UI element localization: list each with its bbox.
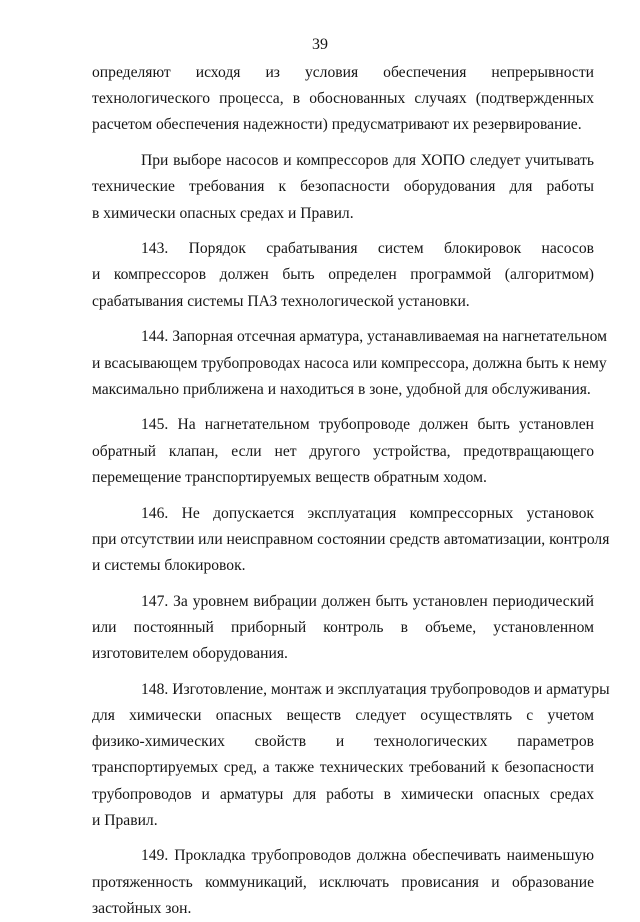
text-line: для химически опасных веществ следует осуществлять с учетом [92, 706, 594, 724]
paragraph-144 [92, 324, 607, 403]
text-line: или постоянный приборный контроль в объеме, установленном [92, 618, 594, 636]
text-line: 149. Прокладка трубопроводов должна обеспечивать наименьшую [141, 847, 594, 865]
text-line: и компрессоров должен быть определен программой (алгоритмом) [92, 266, 594, 284]
text-line: и всасывающем трубопроводах насоса или компрессора, должна быть к нему [92, 354, 607, 372]
text-line: изготовителем оборудования. [92, 645, 288, 663]
text-line: трубопроводов и арматуры для работы в химически опасных средах [92, 785, 594, 803]
text-line: транспортируемых сред, а также технических требований к безопасности [92, 759, 594, 777]
text-line: При выборе насосов и компрессоров для ХОПО следует учитывать [141, 152, 594, 170]
text-line: технические требования к безопасности оборудования для работы [92, 178, 594, 196]
paragraph-146 [92, 501, 610, 580]
text-line: срабатывания системы ПАЗ технологической установки. [92, 292, 470, 310]
paragraph-continuation [92, 60, 594, 139]
text-line: протяженность коммуникаций, исключать провисания и образование [92, 873, 594, 891]
paragraph-149 [92, 843, 594, 922]
paragraph-147 [92, 589, 594, 668]
text-line: в химически опасных средах и Правил. [92, 204, 354, 222]
text-line: перемещение транспортируемых веществ обратным ходом. [92, 468, 487, 486]
text-line: расчетом обеспечения надежности) предусматривают их резервирование. [92, 116, 582, 134]
text-line: 147. За уровнем вибрации должен быть установлен периодический [141, 592, 594, 610]
paragraph-145 [92, 412, 594, 491]
paragraph-148 [92, 677, 610, 834]
text-line: при отсутствии или неисправном состоянии средств автоматизации, контроля [92, 530, 610, 548]
text-line: 145. На нагнетательном трубопроводе должен быть установлен [141, 416, 594, 434]
text-line: определяют исходя из условия обеспечения непрерывности [92, 64, 594, 81]
text-line: физико-химических свойств и технологических параметров [92, 733, 594, 751]
document-body [92, 60, 610, 922]
text-line: застойных зон. [92, 899, 192, 917]
page-number: 39 [312, 36, 328, 53]
text-line: максимально приближена и находиться в зоне, удобной для обслуживания. [92, 380, 591, 398]
text-line: и системы блокировок. [92, 556, 246, 574]
text-line: 148. Изготовление, монтаж и эксплуатация трубопроводов и арматуры [141, 680, 610, 698]
paragraph-pumps-compressors [92, 148, 594, 227]
text-line: 144. Запорная отсечная арматура, устанавливаемая на нагнетательном [141, 328, 607, 346]
text-line: 143. Порядок срабатывания систем блокировок насосов [141, 240, 594, 258]
paragraph-143 [92, 236, 594, 315]
text-line: и Правил. [92, 811, 158, 829]
text-line: обратный клапан, если нет другого устройства, предотвращающего [92, 442, 594, 460]
text-line: 146. Не допускается эксплуатация компрессорных установок [141, 504, 594, 522]
text-line: технологического процесса, в обоснованных случаях (подтвержденных [92, 90, 594, 108]
